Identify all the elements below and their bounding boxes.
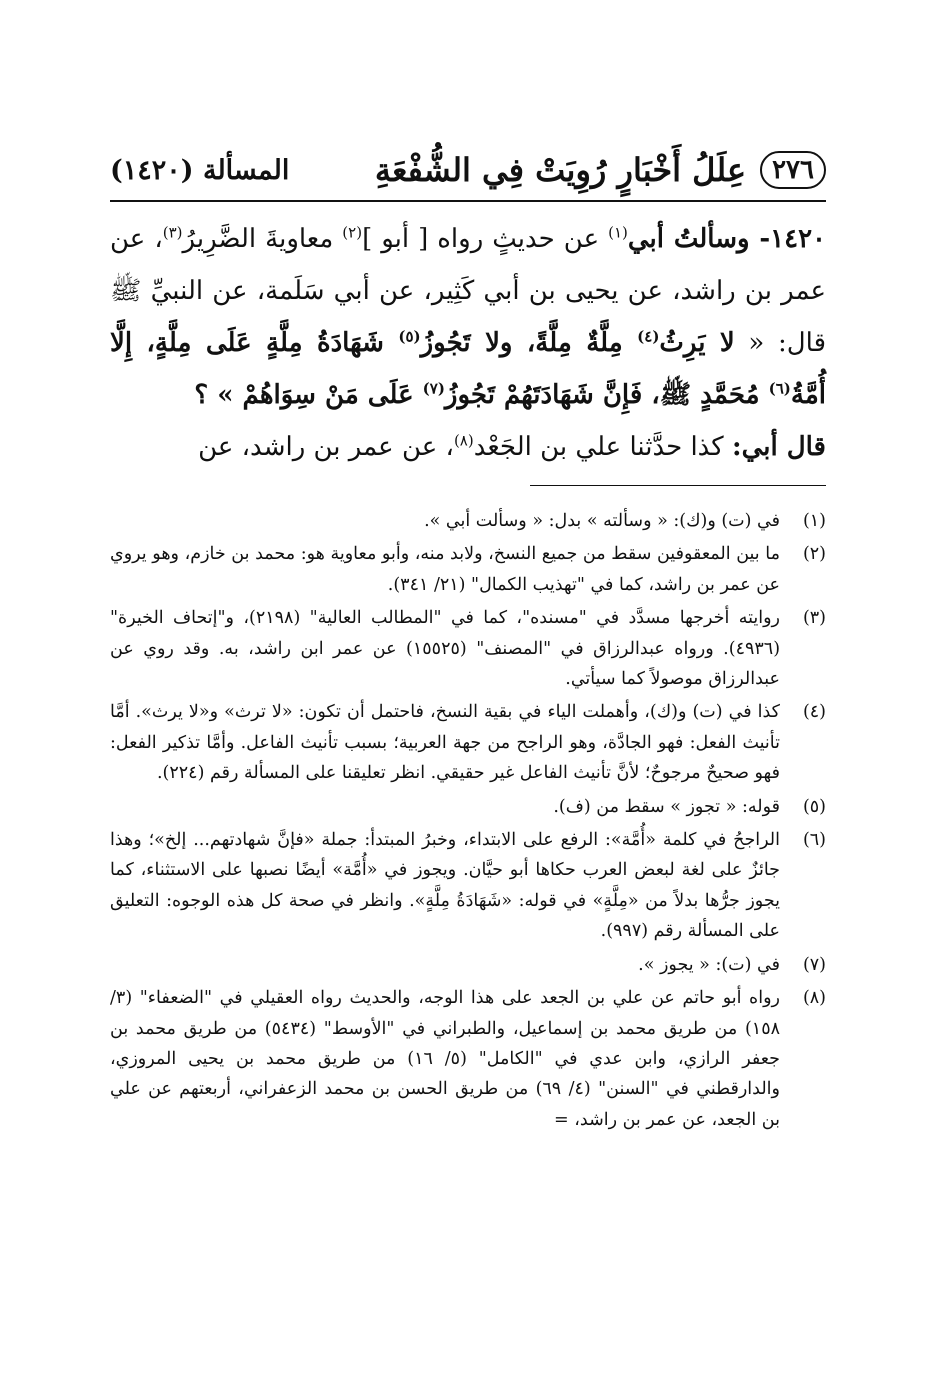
footnote-text: روايته أخرجها مسدَّد في "مسنده"، كما في "المطالب العالية" (٢١٩٨)، و"إتحاف الخيرة" (٤٩٣٦). ورواه عبدالرزاق في "المصنف" (١٥٥٢٥) عن عمر ابن راشد، به. وقد روي عن عبدالرزاق موصولاً كما سيأتي. [110,608,781,690]
question-end: » ؟ [194,380,243,410]
footnote-text: في (ت) و(ك): « وسألته » بدل: « وسألت أبي ». [424,511,780,531]
book-title: عِلَلُ أَخْبَارٍ رُوِيَتْ فِي الشُّفْعَةِ [374,151,747,189]
footnote-ref-3: (٣) [162,223,183,242]
footnote-number: (٨) [802,988,826,1009]
footnote-text: في (ت): « يجوز ». [638,954,780,975]
answer-opening: قال أبي: [731,432,826,462]
footnote-number: (٣) [802,608,826,629]
answer-text-1: كذا حدَّثنا علي بن الجَعْد [473,432,732,462]
answer-text-2: ، عن عمر بن راشد، عن [198,432,454,462]
footnote [110,825,826,947]
footnote [110,697,826,788]
footnote-ref-4: (٤) [637,327,660,346]
hadith-text-4: مُحَمَّدٍ ﷺ، فَإِنَّ شَهَادَتَهُمْ تَجُوزُ [444,380,769,410]
question-text-1: عن حديثٍ رواه [ أبو ] [362,224,609,254]
hadith-text-2: مِلَّةٌ مِلَّةً، ولا تَجُوزُ [420,328,638,358]
question-opening: ١٤٢٠- وسألتُ أبي [627,224,826,254]
main-text [110,213,826,473]
footnote-text: الراجحُ في كلمة «أُمَّة»: الرفع على الابتداء، وخبرُ المبتدأ: جملة «فإنَّ شهادتهم... إلخ»؛ وهذا جائزٌ على لغة لبعض العرب حكاها أبو حيَّان. ويجوز في «أُمَّة» أيضًا نصبها على الاستثناء، كما يجوز جرُّها بدلاً من «مِلَّةٍ» في قوله: «شَهَادَةُ مِلَّةٍ». وانظر في صحة كل هذه الوجوه: التعليق على المسألة رقم (٩٩٧). [110,830,780,942]
hadith-text-1: لا يَرِثُ [659,328,735,358]
footnote [110,603,826,694]
footnote-text: كذا في (ت) و(ك)، وأهملت الياء في بقية النسخ، فاحتمل أن تكون: «لا ترث» و«لا يرث». أمَّا تأنيث الفعل: فهو الجادَّة، وهو الراجح من جهة العربية؛ بسبب تأنيث الفاعل. وأمَّا تذكير الفعل: فهو صحيحٌ مرجوحٌ؛ لأنَّ تأنيث الفاعل غير حقيقي. انظر تعليقنا على المسألة رقم (٢٢٤). [110,702,780,784]
footnote-ref-8: (٨) [453,431,474,450]
question-paragraph [110,213,826,421]
footnote [110,950,826,980]
page-header [110,148,826,192]
question-label: المسألة (١٤٢٠) [110,154,290,186]
footnote-number: (٢) [802,544,826,565]
footnote-ref-6: (٦) [768,379,791,398]
footnote-text: ما بين المعقوفين سقط من جميع النسخ، ولابد منه، وأبو معاوية هو: محمد بن خازم، وهو يروي عن عمر بن راشد، كما في "تهذيب الكمال" (٢١/ ٣٤١). [110,544,780,595]
header-right [375,151,826,189]
footnote-number: (٤) [802,702,826,723]
footnote-text: رواه أبو حاتم عن علي بن الجعد على هذا الوجه، والحديث رواه العقيلي في "الضعفاء" (٣/ ١٥٨) من طريق محمد بن إسماعيل، والطبراني في "الأوسط" (٥٤٣٤) من طريق محمد بن جعفر الرازي، وابن عدي في "الكامل" (٥/ ١٦) من طريق محمد بن يحيى المروزي، والدارقطني في "السنن" (٤/ ٦٩) من طريق الحسن بن محمد الزعفراني، أربعتهم عن علي بن الجعد، عن عمر بن راشد، = [110,988,780,1130]
footnote-number: (١) [802,511,826,531]
header-divider [110,200,826,202]
footnote-text: قوله: « تجوز » سقط من (ف). [553,796,780,817]
footnote-ref-5: (٥) [398,327,421,346]
footnote-divider [530,485,826,486]
footnote [110,983,826,1135]
page-number: ٢٧٦ [760,151,826,189]
footnotes [110,506,826,1138]
hadith-text-5: عَلَى مَنْ سِوَاهُمْ [242,380,423,410]
question-text-2: معاويةَ الضَّرِيرُ [182,224,343,254]
hadith-text-3: شَهَادَةُ مِلَّةٍ عَلَى مِلَّةٍ، إِلَّا أُمَّةُ [110,328,826,410]
footnote-number: (٥) [802,796,826,817]
answer-paragraph [110,421,826,473]
footnote-ref-1: (١) [608,223,628,242]
footnote-ref-7: (٧) [422,379,445,398]
footnote-number: (٦) [802,830,826,851]
footnote [110,506,826,536]
footnote [110,539,826,600]
footnote [110,792,826,822]
question-text-3: ، عن عمر بن راشد، عن يحيى بن أبي كَثِير، عن أبي سَلَمة، عن النبيِّ ﷺ قال: « [110,224,826,358]
footnote-number: (٧) [802,954,826,975]
footnote-ref-2: (٢) [342,223,363,242]
